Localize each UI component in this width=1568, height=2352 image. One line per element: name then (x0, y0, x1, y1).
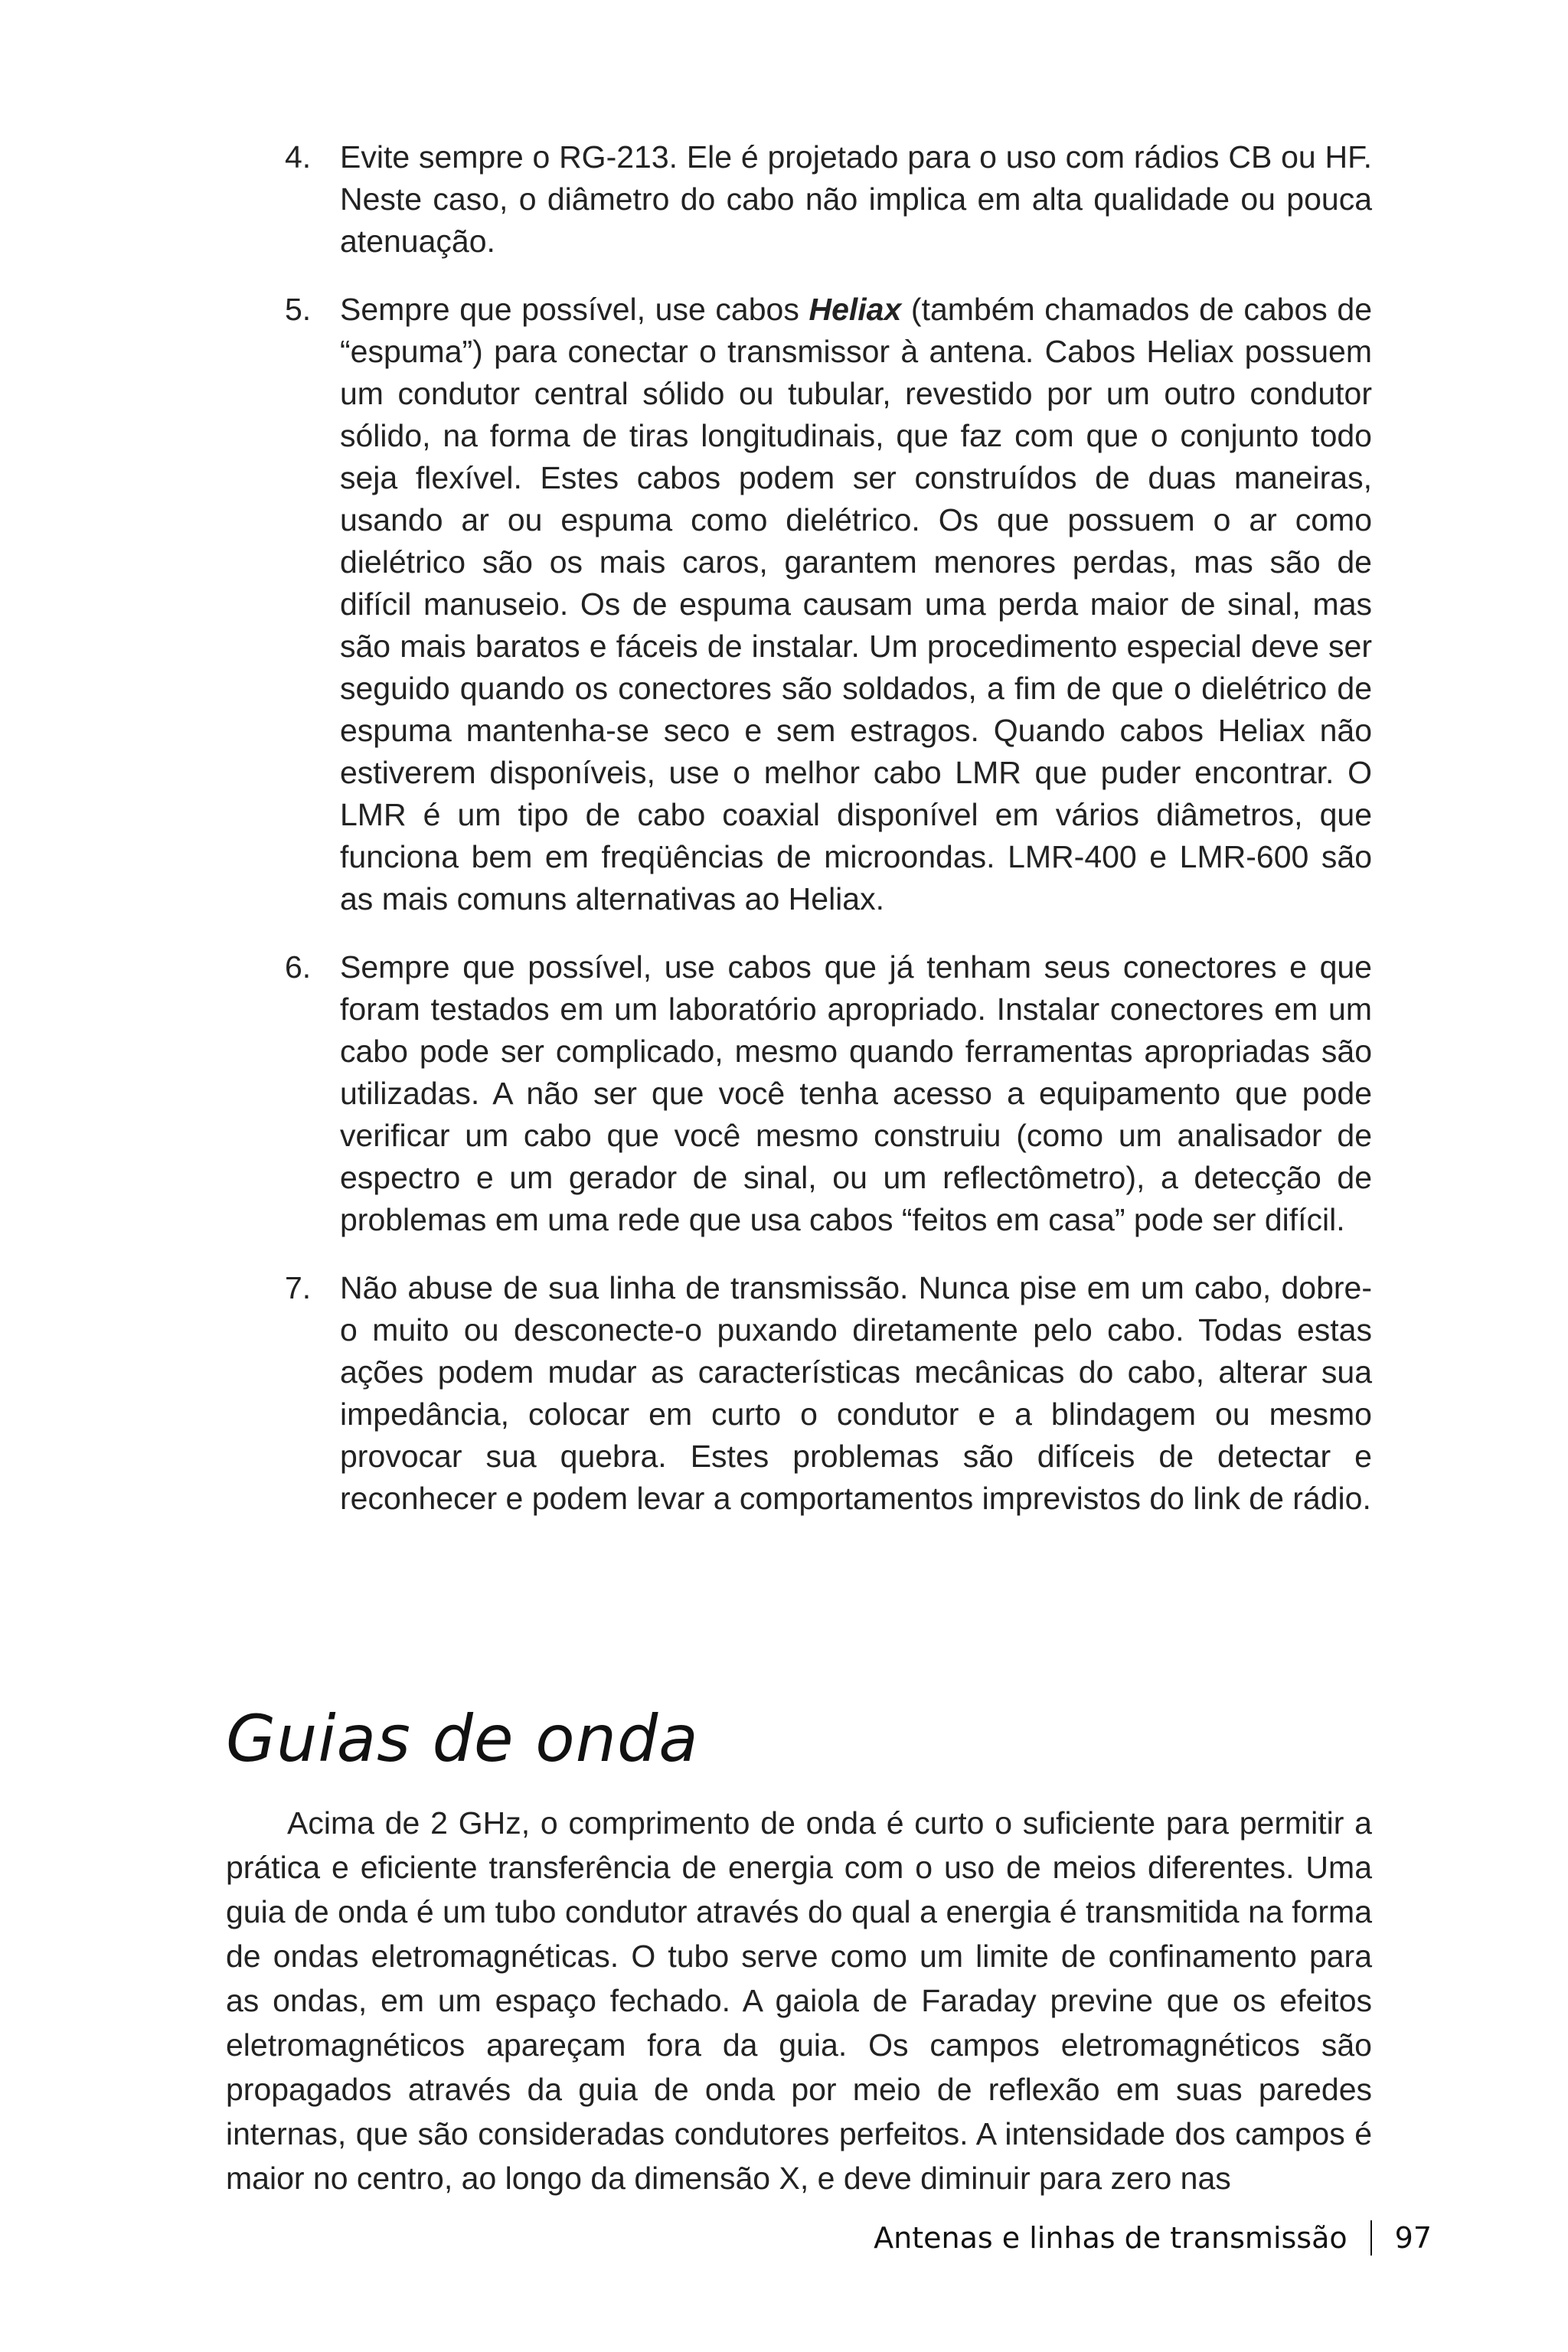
section-paragraph: Acima de 2 GHz, o comprimento de onda é curto o suficiente para permitir a prática e eficiente transferência de energia com o uso de meios diferentes. Uma guia de onda é um tubo condutor através do qual a energia é transmitida na forma de ondas eletromagnéticas. O tubo serve como um limite de confinamento para as ondas, em um espaço fechado. A gaiola de Faraday previne que os efeitos eletromagnéticos apareçam fora da guia. Os campos eletromagnéticos são propagados através da guia de onda por meio de reflexão em suas paredes internas, que são consideradas condutores perfeitos. A intensidade dos campos é maior no centro, ao longo da dimensão X, e deve diminuir para zero nas (226, 1805, 1372, 2196)
list-item-text: Evite sempre o RG-213. Ele é projetado para o uso com rádios CB ou HF. Neste caso, o diâmetro do cabo não implica em alta qualidade ou pouca atenuação. (340, 139, 1372, 259)
page-number: 97 (1394, 2221, 1432, 2255)
page-footer (874, 2220, 1432, 2256)
list-item-number: 6. (285, 949, 312, 985)
numbered-list (285, 136, 1372, 1546)
heliax-emphasis: Heliax (808, 292, 902, 327)
list-item-text-end: (também chamados de cabos de “espuma”) para conectar o transmissor à antena. Cabos Heliax possuem um condutor central sólido ou tubular, revestido por um outro condutor sólido, na forma de tiras longitudinais, que faz com que o conjunto todo seja flexível. Estes cabos podem ser construídos de duas maneiras, usando ar ou espuma como dielétrico. Os que possuem o ar como dielétrico são os mais caros, garantem menores perdas, mas são de difícil manuseio. Os de espuma causam uma perda maior de sinal, mas são mais baratos e fáceis de instalar. Um procedimento especial deve ser seguido quando os conectores são soldados, a fim de que o dielétrico de espuma mantenha-se seco e sem estragos. Quando cabos Heliax não estiverem disponíveis, use o melhor cabo LMR que puder encontrar. O LMR é um tipo de cabo coaxial disponível em vários diâmetros, que funciona bem em freqüências de microondas. LMR-400 e LMR-600 são as mais comuns alternativas ao Heliax. (340, 292, 1373, 916)
running-footer-title: Antenas e linhas de transmissão (874, 2221, 1348, 2255)
list-item (285, 289, 1372, 920)
footer-separator (1370, 2220, 1372, 2256)
list-item-text-start: Sempre que possível, use cabos (340, 292, 809, 327)
list-item-text (340, 292, 1372, 916)
list-item (285, 136, 1372, 263)
list-item (285, 946, 1372, 1241)
list-item-number: 5. (285, 292, 312, 327)
list-item (285, 1267, 1372, 1520)
list-item-text: Sempre que possível, use cabos que já tenham seus conectores e que foram testados em um laboratório apropriado. Instalar conectores em um cabo pode ser complicado, mesmo quando ferramentas apropriadas são utilizadas. A não ser que você tenha acesso a equipamento que pode verificar um cabo que você mesmo construiu (como um analisador de espectro e um gerador de sinal, ou um reflectômetro), a detecção de problemas em uma rede que usa cabos “feitos em casa” pode ser difícil. (340, 949, 1372, 1237)
list-item-number: 7. (285, 1270, 312, 1305)
list-item-number: 4. (285, 139, 312, 175)
list-item-text: Não abuse de sua linha de transmissão. Nunca pise em um cabo, dobre-o muito ou desconecte-o puxando diretamente pelo cabo. Todas estas ações podem mudar as características mecânicas do cabo, alterar sua impedância, colocar em curto o condutor e a blindagem ou mesmo provocar sua quebra. Estes problemas são difíceis de detectar e reconhecer e podem levar a comportamentos imprevistos do link de rádio. (340, 1270, 1372, 1516)
section-heading: Guias de onda (226, 1701, 699, 1776)
